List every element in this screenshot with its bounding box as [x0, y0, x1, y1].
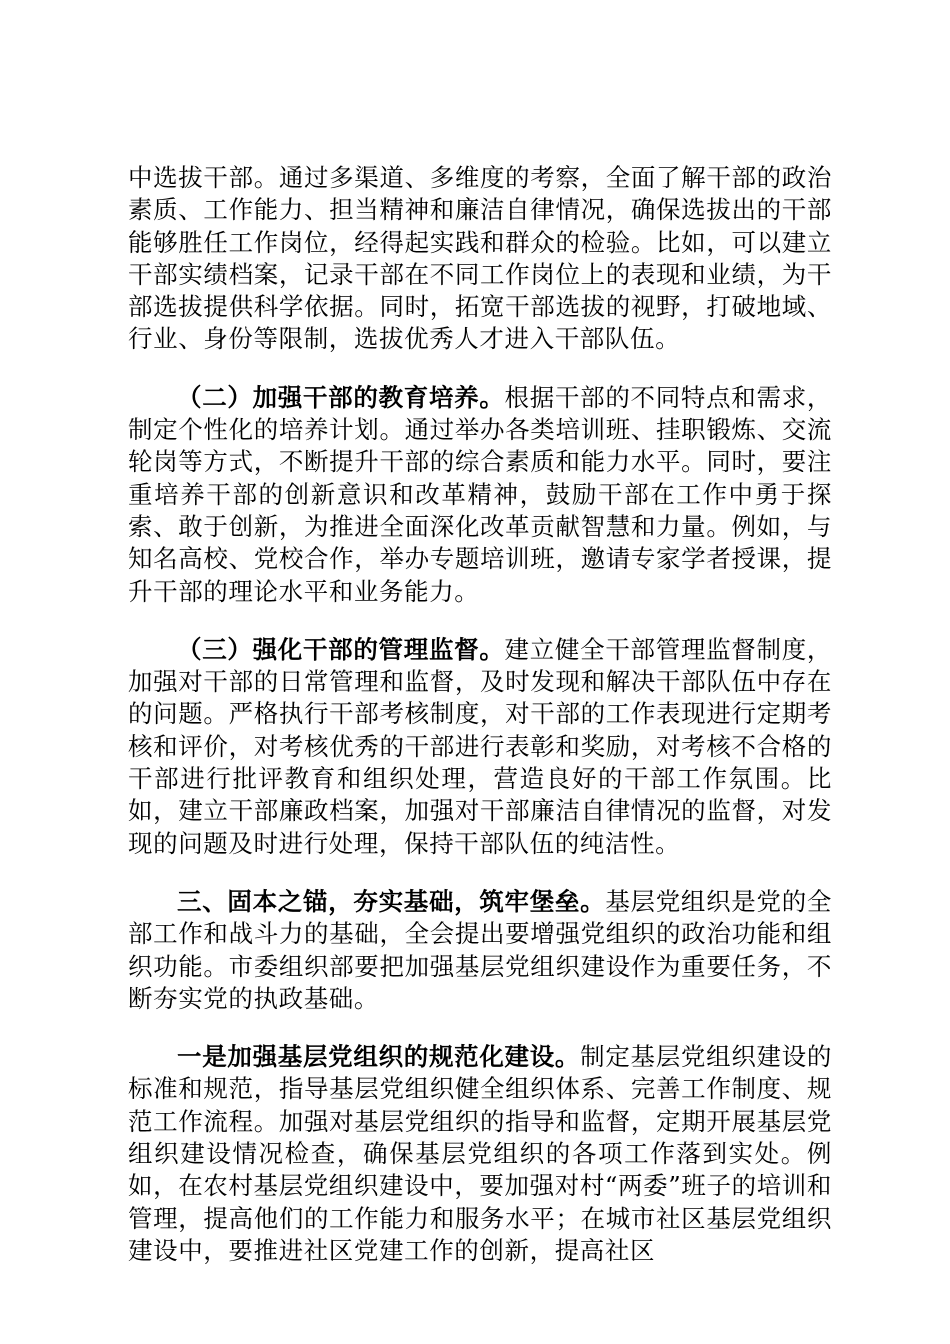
- paragraph-section-three: [128, 886, 832, 1015]
- paragraph-body: 基层党组织是党的全部工作和战斗力的基础，全会提出要增强党组织的政治功能和组织功能。市委组织部要把加强基层党组织建设作为重要任务，不断夯实党的执政基础。: [128, 886, 832, 1013]
- section-heading: 三、固本之锚，夯实基础，筑牢堡垒。: [177, 886, 606, 916]
- paragraph-standardization: [128, 1041, 832, 1267]
- paragraph-body: 制定基层党组织建设的标准和规范，指导基层党组织健全组织体系、完善工作制度、规范工作流程。加强对基层党组织的指导和监督，定期开展基层党组织建设情况检查，确保基层党组织的各项工作落到实处。例如，在农村基层党组织建设中，要加强对村“两委”班子的培训和管理，提高他们的工作能力和服务水平；在城市社区基层党组织建设中，要推进社区党建工作的创新，提高社区: [128, 1042, 833, 1265]
- paragraph-cadre-supervision: [128, 634, 832, 860]
- paragraph-cadre-selection: [128, 162, 832, 356]
- paragraph-heading: 一是加强基层党组织的规范化建设。: [177, 1042, 581, 1072]
- paragraph-cadre-education: [128, 382, 832, 608]
- paragraph-body: 建立健全干部管理监督制度，加强对干部的日常管理和监督，及时发现和解决干部队伍中存在的问题。严格执行干部考核制度，对干部的工作表现进行定期考核和评价，对考核优秀的干部进行表彰和奖励，对考核不合格的干部进行批评教育和组织处理，营造良好的干部工作氛围。比如，建立干部廉政档案，加强对干部廉洁自律情况的监督，对发现的问题及时进行处理，保持干部队伍的纯洁性。: [128, 634, 832, 858]
- paragraph-heading: （三）强化干部的管理监督。: [177, 634, 505, 664]
- paragraph-body: 中选拔干部。通过多渠道、多维度的考察，全面了解干部的政治素质、工作能力、担当精神和廉洁自律情况，确保选拔出的干部能够胜任工作岗位，经得起实践和群众的检验。比如，可以建立干部实绩档案，记录干部在不同工作岗位上的表现和业绩，为干部选拔提供科学依据。同时，拓宽干部选拔的视野，打破地域、行业、身份等限制，选拔优秀人才进入干部队伍。: [128, 163, 832, 354]
- paragraph-heading: （二）加强干部的教育培养。: [177, 382, 505, 412]
- paragraph-body: 根据干部的不同特点和需求，制定个性化的培养计划。通过举办各类培训班、挂职锻炼、交流轮岗等方式，不断提升干部的综合素质和能力水平。同时，要注重培养干部的创新意识和改革精神，鼓励干部在工作中勇于探索、敢于创新，为推进全面深化改革贡献智慧和力量。例如，与知名高校、党校合作，举办专题培训班，邀请专家学者授课，提升干部的理论水平和业务能力。: [128, 382, 832, 606]
